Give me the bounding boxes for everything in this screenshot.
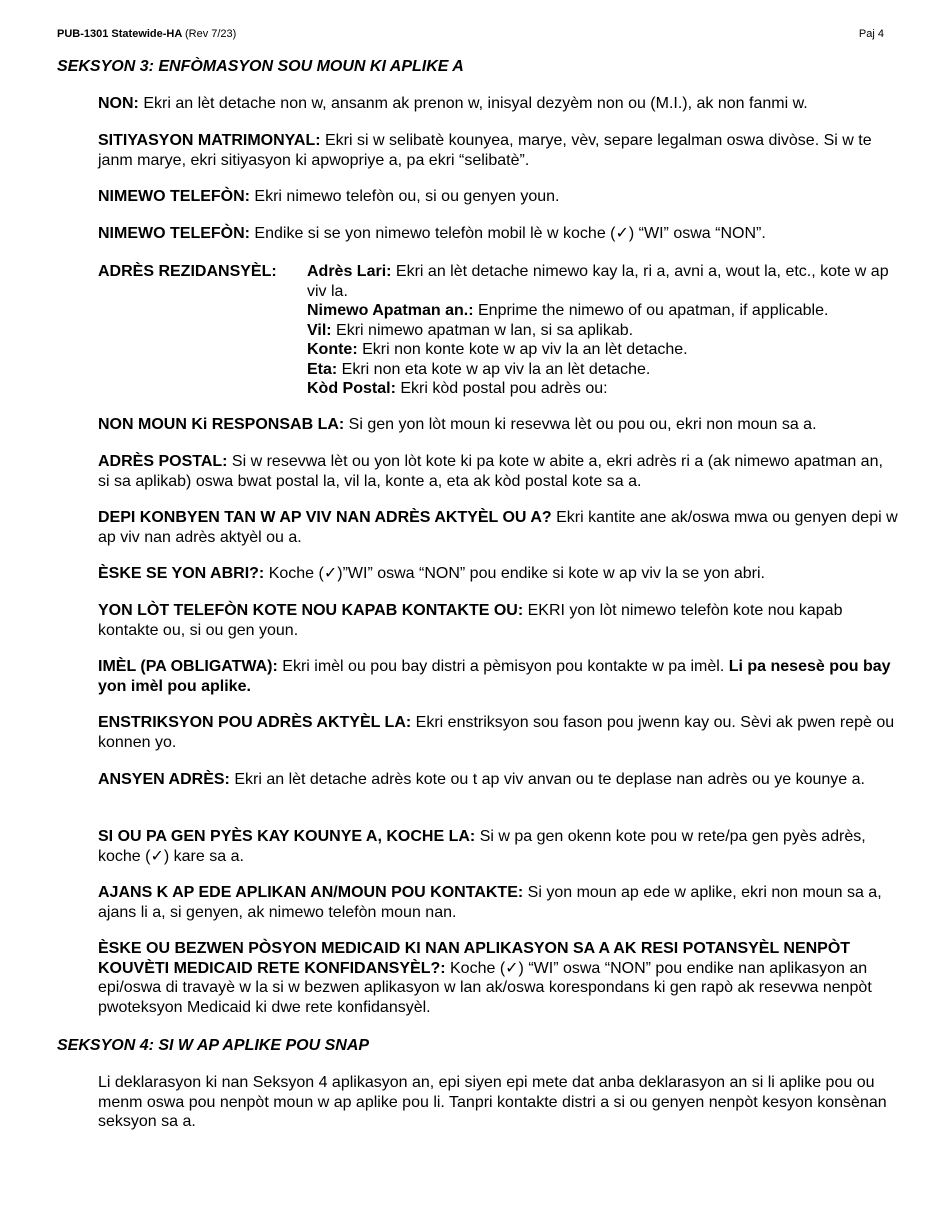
mobile-phone-instruction xyxy=(98,224,898,244)
phone-number-instruction xyxy=(98,187,898,207)
directions-instruction: ENSTRIKSYON POU ADRÈS AKTYÈL LA: Ekri enstriksyon sou fason pou jwenn kay ou. Sèvi ak pwen repè ou konnen yo. xyxy=(98,714,895,751)
mailing-address-instruction: ADRÈS POSTAL: Si w resevwa lèt ou yon lòt kote ki pa kote w abite a, ekri adrès ri a (ak nimewo apatman an, si sa aplikab) oswa bwat postal la, vil la, konte a, eta ak kòd postal kote sa a. xyxy=(98,453,883,490)
item-text: Ekri si w selibatè kounyea, marye, vèv, separe legalman oswa divòse. Si w te janm marye, ekri sitiyasyon ki apwopriye a, pa ekri “selibatè”. xyxy=(98,132,872,169)
residential-address-label: ADRÈS REZIDANSYÈL: xyxy=(98,263,277,280)
address-line-zip: Kòd Postal: Ekri kòd postal pou adrès ou: xyxy=(307,380,608,397)
item-text: Endike si se yon nimewo telefòn mobil lè w koche (✓) “WI” oswa “NON”. xyxy=(249,225,766,242)
form-id-header xyxy=(57,28,236,40)
address-line-state: Eta: Ekri non eta kote w ap viv la an lèt detache. xyxy=(307,360,651,378)
residential-address-list xyxy=(307,262,897,399)
item-label: NIMEWO TELEFÒN: xyxy=(98,188,250,205)
previous-address-instruction: ANSYEN ADRÈS: Ekri an lèt detache adrès kote ou t ap viv anvan ou te deplase nan adrès ou ye kounye a. xyxy=(98,771,865,788)
item-text: Ekri nimewo telefòn ou, si ou genyen youn. xyxy=(249,188,560,205)
item-text: Ekri an lèt detache non w, ansanm ak prenon w, inisyal dezyèm non ou (M.I.), ak non fanmi w. xyxy=(138,95,808,112)
helper-agency-instruction: AJANS K AP EDE APLIKAN AN/MOUN POU KONTAKTE: Si yon moun ap ede w aplike, ekri non moun sa a, ajans li a, si genyen, ak nimewo telefòn moun nan. xyxy=(98,884,882,921)
form-revision: (Rev 7/23) xyxy=(184,28,237,40)
email-instruction: IMÈL (PA OBLIGATWA): Ekri imèl ou pou bay distri a pèmisyon pou kontakte w pa imèl. Li pa nesesè pou bay yon imèl pou aplike. xyxy=(98,658,891,695)
address-line-city: Vil: Ekri nimewo apatman w lan, si sa aplikab. xyxy=(307,321,634,339)
page-number: Paj 4 xyxy=(858,28,884,40)
item-label: SITIYASYON MATRIMONYAL: xyxy=(98,132,321,149)
shelter-instruction: ÈSKE SE YON ABRI?: Koche (✓)”WI” oswa “NON” pou endike si kote w ap viv la se yon abri. xyxy=(98,565,765,582)
alternate-phone-instruction: YON LÒT TELEFÒN KOTE NOU KAPAB KONTAKTE OU: EKRI yon lòt nimewo telefòn kote nou kapab kontakte ou, si ou gen youn. xyxy=(98,602,843,639)
name-instruction xyxy=(98,94,898,114)
form-id: PUB-1301 Statewide-HA xyxy=(57,28,182,40)
item-label: NIMEWO TELEFÒN: xyxy=(98,225,250,242)
item-label: NON: xyxy=(98,95,139,112)
marital-status-instruction xyxy=(98,131,898,170)
snap-instruction: Li deklarasyon ki nan Seksyon 4 aplikasyon an, epi siyen epi mete dat anba deklarasyon an si li aplike pou ou menm oswa pou nenpòt moun w ap aplike pou li. Tanpri kontakte distri a si ou genyen nenpòt kesyon konsènan seksyon sa a. xyxy=(98,1074,887,1130)
responsible-person-instruction: NON MOUN Ki RESPONSAB LA: Si gen yon lòt moun ki resevwa lèt ou pou ou, ekri non moun sa a. xyxy=(98,416,817,433)
section-4-title: SEKSYON 4: SI W AP APLIKE POU SNAP xyxy=(57,1037,370,1054)
residence-duration-instruction: DEPI KONBYEN TAN W AP VIV NAN ADRÈS AKTYÈL OU A? Ekri kantite ane ak/oswa mwa ou genyen depi w ap viv nan adrès aktyèl ou a. xyxy=(98,509,898,546)
address-line-street: Adrès Lari: Ekri an lèt detache nimewo kay la, ri a, avni a, wout la, etc., kote w ap viv la. xyxy=(307,263,889,300)
address-line-apartment: Nimewo Apatman an.: Enprime the nimewo of ou apatman, if applicable. xyxy=(307,302,829,319)
no-address-instruction: SI OU PA GEN PYÈS KAY KOUNYE A, KOCHE LA: Si w pa gen okenn kote pou w rete/pa gen pyès adrès, koche (✓) kare sa a. xyxy=(98,828,866,865)
address-line-county: Konte: Ekri non konte kote w ap viv la an lèt detache. xyxy=(307,341,688,358)
medicaid-confidential-instruction: ÈSKE OU BEZWEN PÒSYON MEDICAID KI NAN APLIKASYON SA A AK RESI POTANSYÈL NENPÒT KOUVÈTI MEDICAID RETE KONFIDANSYÈL?: Koche (✓) “WI” oswa “NON” pou endike nan aplikasyon an epi/oswa di travayè w la si w bezwen aplikasyon w lan ak/oswa korespondans ki gen rapò ak resevwa nenpòt pwoteksyon Medicaid ki dwe rete konfidansyèl. xyxy=(98,940,872,1016)
section-3-title: SEKSYON 3: ENFÒMASYON SOU MOUN KI APLIKE A xyxy=(57,58,464,75)
